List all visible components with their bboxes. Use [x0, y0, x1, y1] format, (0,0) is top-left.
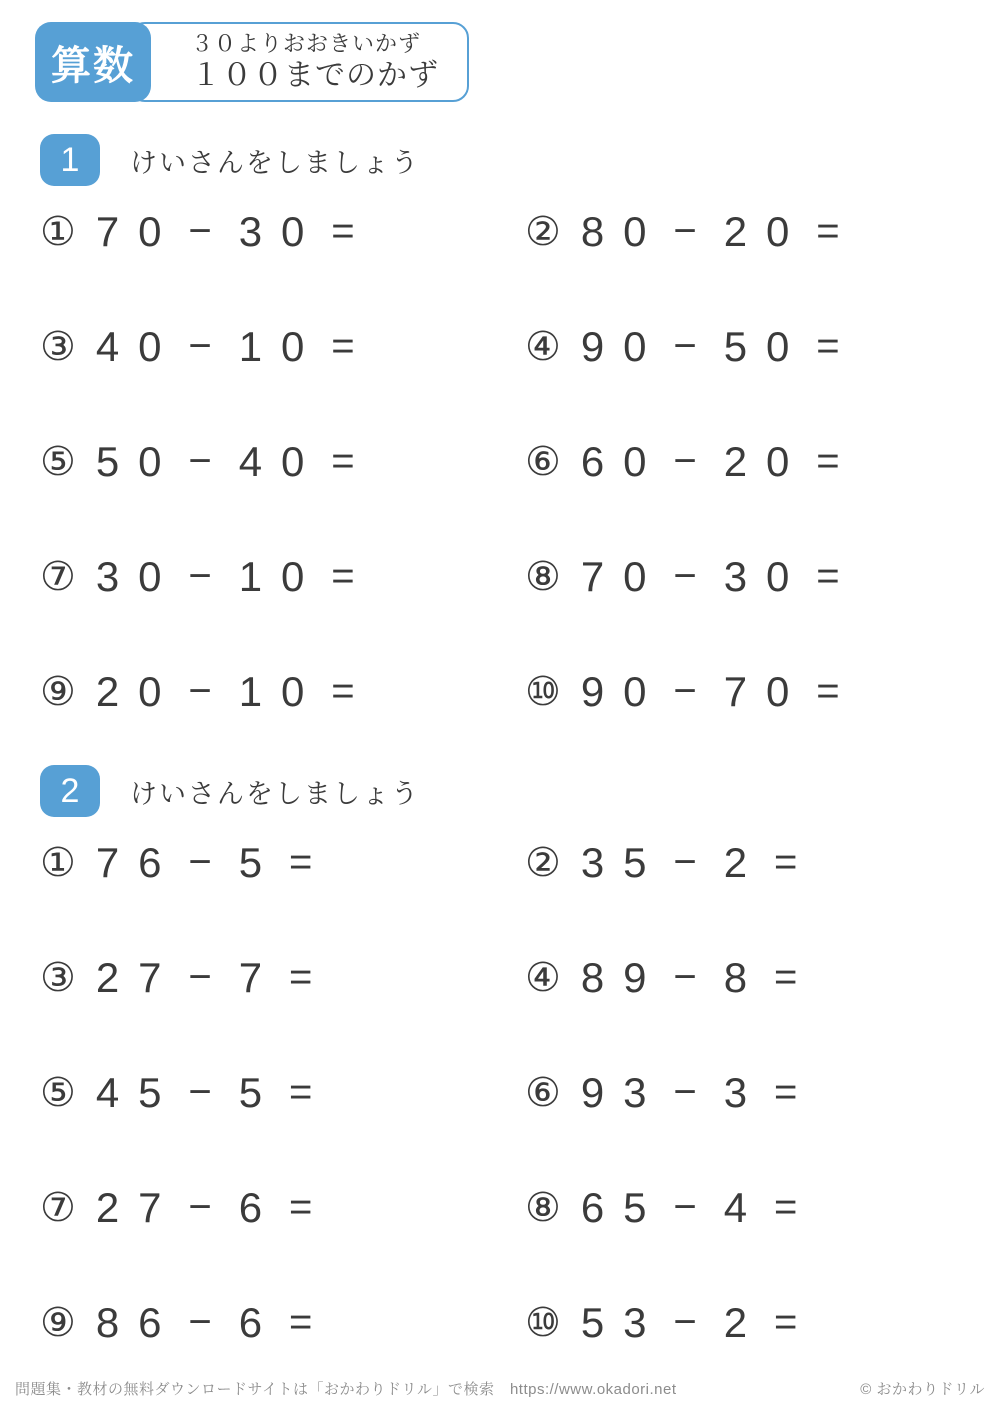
subtrahend: 4 — [723, 1183, 767, 1231]
problems-grid — [0, 805, 1000, 1380]
minuend: 70 — [95, 207, 181, 255]
problem-number: ① — [40, 840, 76, 885]
subject-badge: 算数 — [35, 22, 151, 102]
minuend: 86 — [95, 1298, 181, 1346]
minus-sign: − — [188, 554, 212, 598]
minus-sign: − — [673, 840, 697, 884]
math-problem — [525, 1035, 1000, 1150]
minuend: 90 — [580, 667, 666, 715]
subtrahend: 2 — [723, 1298, 767, 1346]
math-problem — [525, 634, 1000, 749]
problem-number: ④ — [525, 955, 561, 1000]
worksheet-title: １００までのかず — [191, 58, 439, 92]
minus-sign: − — [673, 1300, 697, 1344]
problem-number: ⑧ — [525, 1185, 561, 1230]
subtrahend: 50 — [723, 322, 809, 370]
math-problem — [40, 1035, 525, 1150]
subtrahend: 5 — [238, 838, 282, 886]
worksheet-title-box — [129, 22, 469, 102]
subtrahend: 30 — [723, 552, 809, 600]
equals-sign: = — [774, 1185, 798, 1229]
math-problem — [525, 1265, 1000, 1380]
minus-sign: − — [188, 669, 212, 713]
minuend: 35 — [580, 838, 666, 886]
minuend: 70 — [580, 552, 666, 600]
equals-sign: = — [289, 1185, 313, 1229]
problem-number: ⑤ — [40, 439, 76, 484]
minuend: 50 — [95, 437, 181, 485]
minus-sign: − — [188, 324, 212, 368]
problem-number: ⑤ — [40, 1070, 76, 1115]
problems-grid — [0, 174, 1000, 749]
equals-sign: = — [816, 669, 840, 713]
math-problem — [525, 805, 1000, 920]
equals-sign: = — [331, 439, 355, 483]
math-problem — [40, 920, 525, 1035]
problem-number: ⑦ — [40, 1185, 76, 1230]
problem-number: ⑩ — [525, 669, 561, 714]
worksheet-subtitle: ３０よりおおきいかず — [191, 31, 422, 57]
math-problem — [525, 289, 1000, 404]
minus-sign: − — [188, 1070, 212, 1114]
subtrahend: 30 — [238, 207, 324, 255]
minus-sign: − — [673, 554, 697, 598]
minuend: 27 — [95, 1183, 181, 1231]
equals-sign: = — [331, 209, 355, 253]
minus-sign: − — [673, 955, 697, 999]
subtrahend: 20 — [723, 437, 809, 485]
problem-number: ⑨ — [40, 1300, 76, 1345]
minuend: 40 — [95, 322, 181, 370]
minus-sign: − — [188, 1300, 212, 1344]
math-problem — [40, 805, 525, 920]
minus-sign: − — [673, 1185, 697, 1229]
minuend: 89 — [580, 953, 666, 1001]
equals-sign: = — [289, 955, 313, 999]
minus-sign: − — [188, 209, 212, 253]
footer-copyright: © おかわりドリル — [860, 1381, 985, 1398]
math-problem — [40, 519, 525, 634]
minus-sign: − — [188, 840, 212, 884]
section-number-badge: 2 — [40, 765, 100, 817]
problem-number: ⑧ — [525, 554, 561, 599]
section-number-badge: 1 — [40, 134, 100, 186]
math-problem — [40, 174, 525, 289]
equals-sign: = — [816, 554, 840, 598]
equals-sign: = — [289, 840, 313, 884]
minuend: 30 — [95, 552, 181, 600]
math-problem — [40, 289, 525, 404]
problem-number: ⑦ — [40, 554, 76, 599]
minus-sign: − — [673, 324, 697, 368]
problem-number: ⑩ — [525, 1300, 561, 1345]
minuend: 90 — [580, 322, 666, 370]
minus-sign: − — [673, 669, 697, 713]
equals-sign: = — [289, 1070, 313, 1114]
math-problem — [40, 1265, 525, 1380]
subtrahend: 40 — [238, 437, 324, 485]
equals-sign: = — [774, 1300, 798, 1344]
problem-number: ⑨ — [40, 669, 76, 714]
minus-sign: − — [188, 955, 212, 999]
problem-section — [0, 765, 1000, 1380]
equals-sign: = — [774, 1070, 798, 1114]
worksheet-header — [35, 22, 469, 102]
equals-sign: = — [774, 840, 798, 884]
problem-number: ④ — [525, 324, 561, 369]
subtrahend: 20 — [723, 207, 809, 255]
equals-sign: = — [816, 209, 840, 253]
section-instruction: けいさんをしましょう — [130, 778, 420, 809]
sections-container — [0, 104, 1000, 1380]
problem-number: ② — [525, 209, 561, 254]
worksheet-footer — [15, 1378, 985, 1399]
equals-sign: = — [289, 1300, 313, 1344]
problem-number: ⑥ — [525, 1070, 561, 1115]
subtrahend: 8 — [723, 953, 767, 1001]
footer-site-info: 問題集・教材の無料ダウンロードサイトは「おかわりドリル」で検索 https://www.okadori.net — [15, 1381, 677, 1398]
problem-number: ① — [40, 209, 76, 254]
math-problem — [525, 174, 1000, 289]
subtrahend: 10 — [238, 322, 324, 370]
math-problem — [40, 634, 525, 749]
minuend: 80 — [580, 207, 666, 255]
math-problem — [40, 1150, 525, 1265]
math-problem — [40, 404, 525, 519]
equals-sign: = — [816, 324, 840, 368]
subtrahend: 6 — [238, 1183, 282, 1231]
equals-sign: = — [331, 324, 355, 368]
section-instruction: けいさんをしましょう — [130, 147, 420, 178]
minus-sign: − — [673, 439, 697, 483]
minuend: 45 — [95, 1068, 181, 1116]
math-problem — [525, 404, 1000, 519]
subtrahend: 7 — [238, 953, 282, 1001]
problem-number: ③ — [40, 955, 76, 1000]
subtrahend: 10 — [238, 667, 324, 715]
minuend: 65 — [580, 1183, 666, 1231]
minus-sign: − — [188, 1185, 212, 1229]
subtrahend: 5 — [238, 1068, 282, 1116]
math-problem — [525, 519, 1000, 634]
problem-number: ② — [525, 840, 561, 885]
subtrahend: 10 — [238, 552, 324, 600]
minuend: 93 — [580, 1068, 666, 1116]
equals-sign: = — [816, 439, 840, 483]
minuend: 76 — [95, 838, 181, 886]
subtrahend: 2 — [723, 838, 767, 886]
minus-sign: − — [673, 209, 697, 253]
equals-sign: = — [774, 955, 798, 999]
minuend: 20 — [95, 667, 181, 715]
minus-sign: − — [188, 439, 212, 483]
minuend: 60 — [580, 437, 666, 485]
problem-section — [0, 134, 1000, 749]
minus-sign: − — [673, 1070, 697, 1114]
subtrahend: 3 — [723, 1068, 767, 1116]
subtrahend: 6 — [238, 1298, 282, 1346]
minuend: 27 — [95, 953, 181, 1001]
math-problem — [525, 920, 1000, 1035]
equals-sign: = — [331, 554, 355, 598]
problem-number: ③ — [40, 324, 76, 369]
minuend: 53 — [580, 1298, 666, 1346]
subtrahend: 70 — [723, 667, 809, 715]
problem-number: ⑥ — [525, 439, 561, 484]
equals-sign: = — [331, 669, 355, 713]
math-problem — [525, 1150, 1000, 1265]
